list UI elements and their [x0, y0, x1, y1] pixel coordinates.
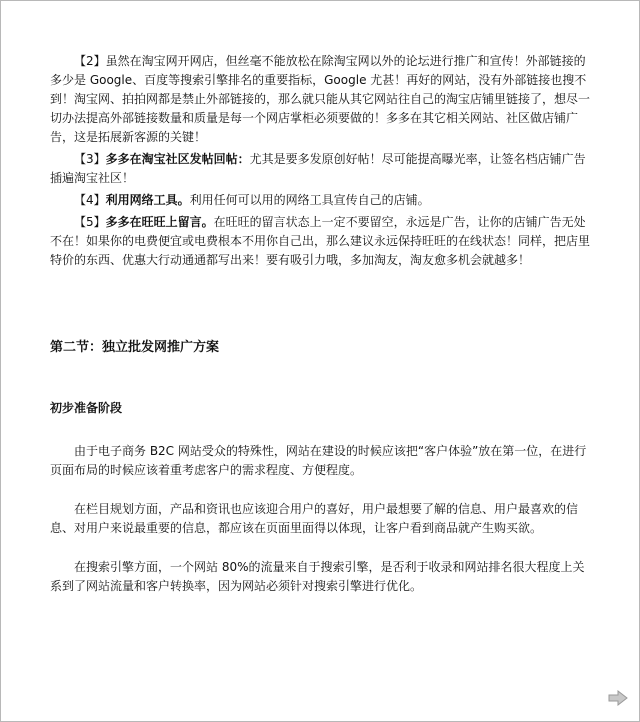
paragraph-heading: 多多在淘宝社区发帖回帖： [105, 152, 250, 166]
paragraph-2 [50, 52, 596, 147]
arrow-right-icon[interactable] [608, 690, 628, 706]
paragraph-5 [50, 213, 596, 270]
body-paragraph: 由于电子商务 B2C 网站受众的特殊性，网站在建设的时候应该把“客户体验”放在第一位，在进行页面布局的时候应该着重考虑客户的需求程度、方便程度。 [50, 444, 587, 477]
item-number: 【4】 [74, 193, 106, 207]
paragraph-4 [50, 191, 596, 210]
paragraph-heading: 多多在旺旺上留言。 [105, 215, 214, 229]
section-title: 第二节：独立批发网推广方案 [50, 340, 220, 355]
document-content [50, 52, 596, 596]
paragraph-text: 在旺旺的留言状态上一定不要留空，永远是广告，让你的店铺广告无处不在！如果你的电费便宜或电费根本不用你自己出，那么建议永远保持旺旺的在线状态！同样，把店里特价的东西、优惠大行动通通都写出来！要有吸引力哦，多加淘友，淘友愈多机会就越多！ [50, 215, 591, 267]
item-number: 【5】 [74, 215, 106, 229]
arrow-right-icon-graphic [608, 690, 628, 706]
item-number: 【3】 [74, 152, 106, 166]
paragraph-heading: 利用网络工具。 [105, 193, 190, 207]
body-paragraph: 在栏目规划方面，产品和资讯也应该迎合用户的喜好，用户最想要了解的信息、用户最喜欢的信息、对用户来说最重要的信息，都应该在页面里面得以体现，让客户看到商品就产生购买欲。 [50, 502, 579, 535]
paragraph-text: 利用任何可以用的网络工具宣传自己的店铺。 [189, 193, 430, 207]
sub-title: 初步准备阶段 [50, 401, 123, 415]
paragraph-text: 虽然在淘宝网开网店，但丝毫不能放松在除淘宝网以外的论坛进行推广和宣传！外部链接的多少是 Google、百度等搜索引擎排名的重要指标，Google 尤甚！再好的网站，没有外部链接也搜不到！淘宝网、拍拍网都是禁止外部链接的，那么就只能从其它网站往自己的淘宝店铺里链接了，想尽一切办法提高外部链接数量和质量是每一个网店掌柜必须要做的！多多在其它相关网站、社区做店铺广告，这是拓展新客源的关键！ [50, 54, 591, 144]
paragraph-text: 尤其是要多发原创好帖！尽可能提高曝光率，让签名档店铺广告插遍淘宝社区！ [50, 152, 586, 185]
paragraph-3 [50, 150, 596, 188]
body-paragraph: 在搜索引擎方面，一个网站 80%的流量来自于搜索引擎，是否利于收录和网站排名很大程度上关系到了网站流量和客户转换率，因为网站必须针对搜索引擎进行优化。 [50, 560, 585, 593]
item-number: 【2】 [74, 54, 106, 68]
